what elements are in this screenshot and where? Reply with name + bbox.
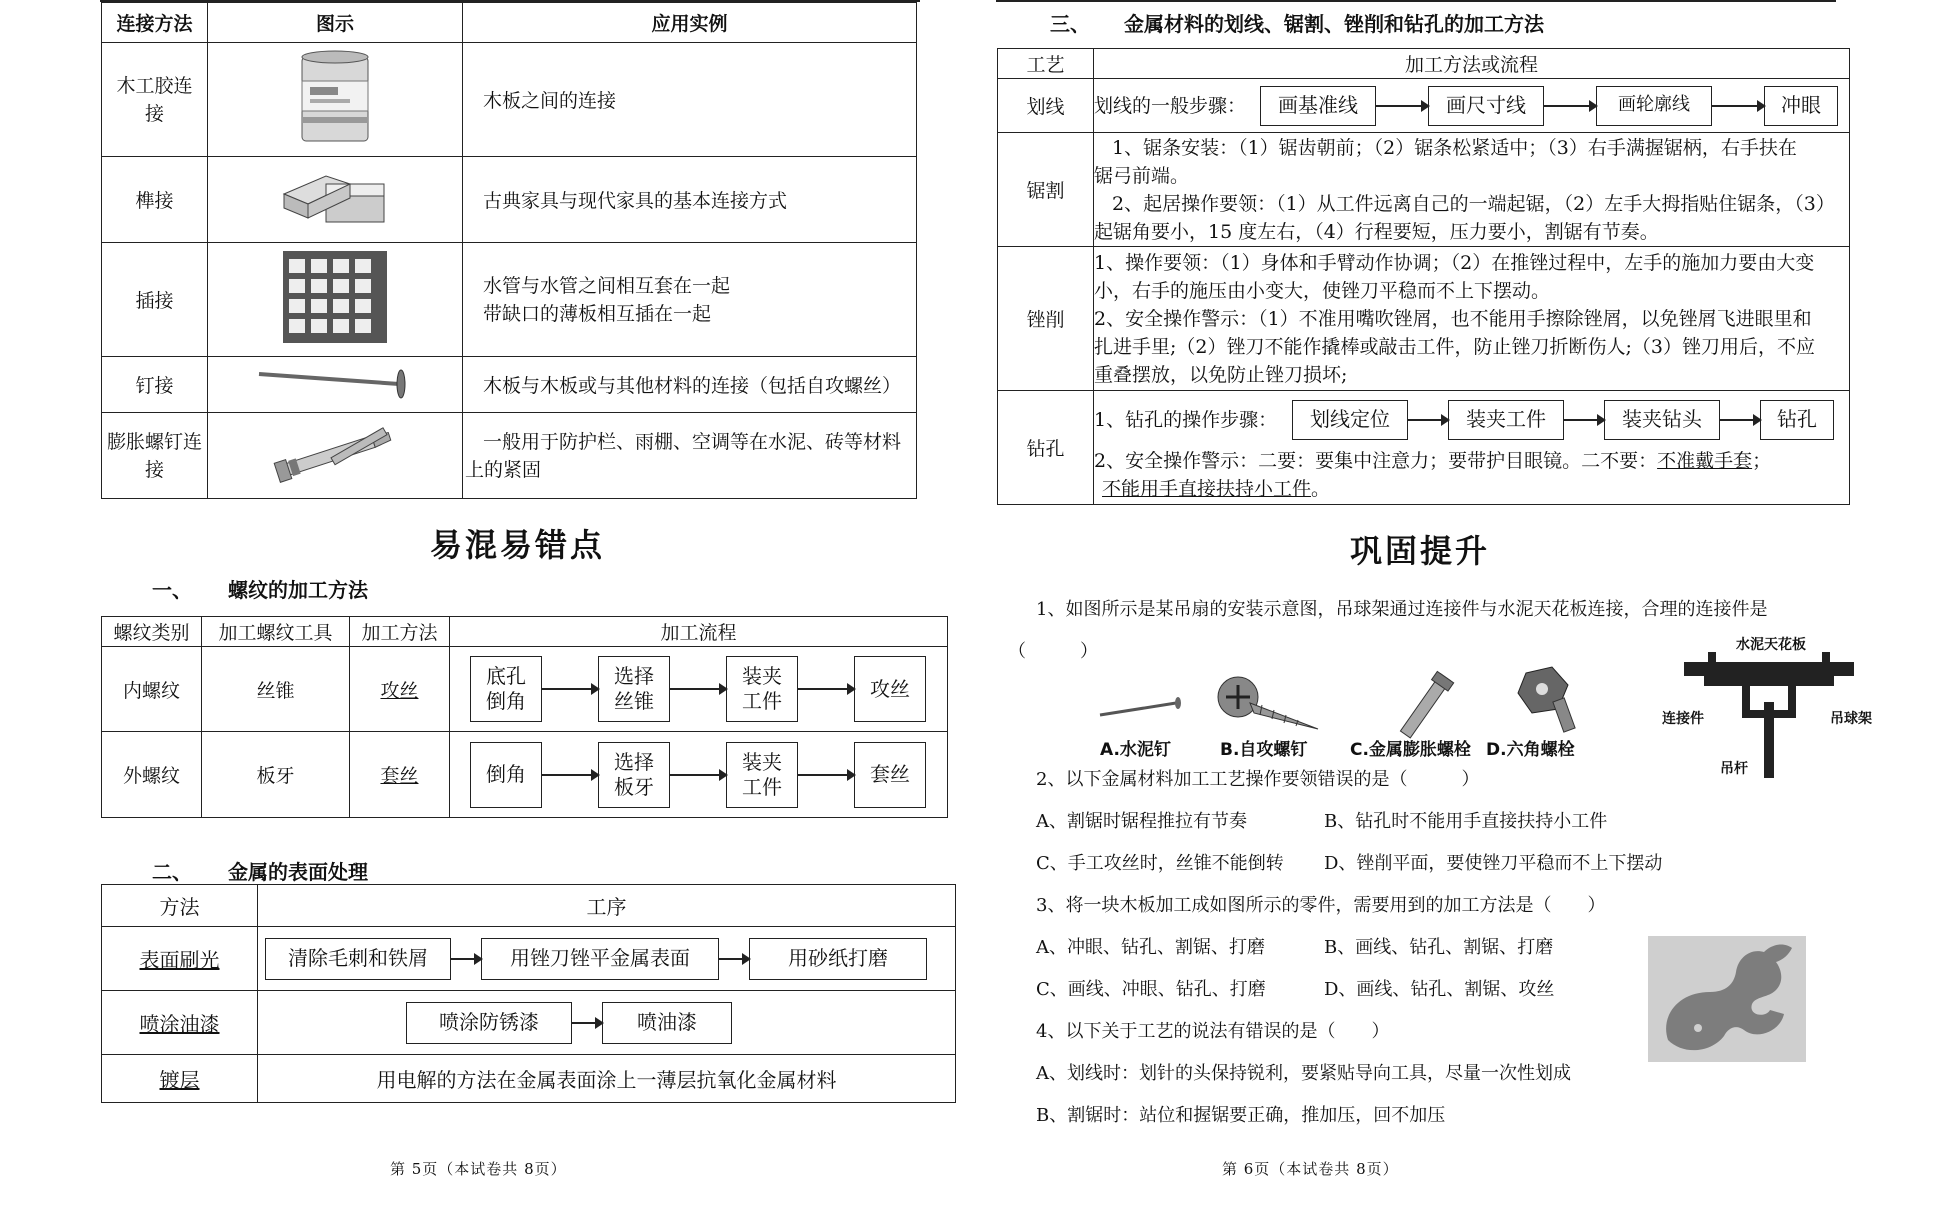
flow-step: 钻孔 [1760, 400, 1834, 440]
page-footer-right: 第 6页（本试卷共 8页） [1222, 1160, 1399, 1178]
arrow-icon [719, 958, 749, 960]
arrow-icon [1376, 105, 1428, 107]
craft-label-drilling: 钻孔 [998, 391, 1094, 505]
text-segment: ； [1752, 449, 1772, 472]
surface-method-cell: 喷涂油漆 [102, 991, 258, 1055]
table-row [102, 43, 917, 157]
text-segment: 2、安全操作警示：二要：要集中注意力；要带护目眼镜。二不要： [1094, 449, 1658, 472]
example-cell: 木板与木板或与其他材料的连接（包括自攻螺丝） [463, 357, 917, 413]
example-line: 水管与水管之间相互套在一起 [483, 274, 731, 297]
col-header-method: 连接方法 [102, 3, 208, 43]
top-rule-right [996, 0, 1836, 2]
connection-methods-table [101, 2, 917, 499]
arrow-icon [1408, 419, 1448, 421]
flow-step: 用砂纸打磨 [749, 938, 927, 980]
question-4-option-a: A、划线时：划针的头保持锐利，要紧贴导向工具，尽量一次性划成 [1036, 1063, 1571, 1084]
method-cell: 膨胀螺钉连接 [102, 413, 208, 499]
col-header-method: 方法 [102, 885, 258, 927]
image-cell [208, 413, 463, 499]
col-header-example: 应用实例 [463, 3, 917, 43]
table-row [998, 391, 1850, 505]
question-1-text: 1、如图所示是某吊扇的安装示意图，吊球架通过连接件与水泥天花板连接，合理的连接件是 [1036, 599, 1768, 620]
text-segment: 。 [1311, 477, 1331, 500]
surface-method-cell: 表面刷光 [102, 927, 258, 991]
drilling-intro: 1、钻孔的操作步骤： [1094, 408, 1278, 431]
table-row [102, 1055, 956, 1103]
thread-tool-cell: 丝锥 [202, 647, 350, 732]
flow-step: 冲眼 [1764, 86, 1838, 126]
expansion-bolt-icon [1386, 665, 1466, 745]
text-line: 起锯角要小，15 度左右，（4）行程要短，压力要小，割锯有节奏。 [1094, 220, 1659, 243]
col-header-craft: 工艺 [998, 49, 1094, 79]
question-2-option-d: D、锉削平面，要使锉刀平稳而不上下摆动 [1324, 853, 1663, 874]
question-3-option-d: D、画线、钻孔、割锯、攻丝 [1324, 979, 1555, 1000]
flow-step: 用锉刀锉平金属表面 [481, 938, 719, 980]
option-b-label: B.自攻螺钉 [1220, 740, 1308, 760]
question-2-text: 2、以下金属材料加工工艺操作要领错误的是（ ） [1036, 769, 1480, 790]
col-header-process: 工序 [258, 885, 956, 927]
thread-methods-table [101, 616, 948, 818]
sawing-text [1094, 133, 1850, 247]
example-cell: 木板之间的连接 [463, 43, 917, 157]
text-line: 1、操作要领：（1）身体和手臂动作协调；（2）在推锉过程中，左手的施加力要由大变 [1094, 251, 1815, 274]
nail-image [255, 362, 415, 402]
method-cell: 木工胶连接 [102, 43, 208, 157]
section-number: 一、 [152, 578, 192, 602]
surface-flow-cell [258, 927, 956, 991]
table-row [102, 243, 917, 357]
table-row [102, 413, 917, 499]
diagram-label-bracket: 吊球架 [1830, 711, 1872, 727]
text-line: 小，右手的施压由小变大，使锉刀平稳而不上下摆动。 [1094, 279, 1551, 302]
thread-type-cell: 内螺纹 [102, 647, 202, 732]
fan-mount-diagram [1656, 632, 1886, 780]
mortise-joint-image [280, 162, 390, 232]
flow-step: 画轮廓线 [1596, 86, 1712, 126]
col-header-thread-tool: 加工螺纹工具 [202, 617, 350, 647]
arrow-icon [798, 774, 854, 776]
flow-step: 装夹 工件 [726, 656, 798, 722]
section-title: 金属的表面处理 [228, 860, 368, 884]
arrow-icon [670, 774, 726, 776]
craft-label-sawing: 锯割 [998, 133, 1094, 247]
image-cell [208, 157, 463, 243]
flow-step: 清除毛刺和铁屑 [265, 938, 451, 980]
arrow-icon [1720, 419, 1760, 421]
col-header-method-flow: 加工方法或流程 [1094, 49, 1850, 79]
scribing-intro: 划线的一般步骤： [1094, 94, 1247, 117]
cement-nail-icon [1096, 695, 1186, 725]
option-c-label: C.金属膨胀螺栓 [1350, 740, 1471, 760]
example-line: 一般用于防护栏、雨棚、空调等在水泥、砖等材料 [483, 430, 902, 453]
arrow-icon [1564, 419, 1604, 421]
text-line: 重叠摆放，以免防止锉刀损坏; [1094, 363, 1348, 386]
diagram-label-connector: 连接件 [1662, 711, 1704, 727]
drilling-safety [1094, 447, 1849, 475]
surface-flow-cell [258, 991, 956, 1055]
thread-flow-cell [450, 647, 948, 732]
question-2-option-a: A、割锯时锯程推拉有节奏 [1036, 811, 1247, 832]
arrow-icon [451, 958, 481, 960]
arrow-icon [1544, 105, 1596, 107]
arrow-icon [1712, 105, 1764, 107]
example-cell: 古典家具与现代家具的基本连接方式 [463, 157, 917, 243]
text-underlined: 不准戴手套 [1657, 449, 1753, 472]
section-title: 金属材料的划线、锯割、锉削和钻孔的加工方法 [1124, 12, 1544, 36]
flow-step: 划线定位 [1292, 400, 1408, 440]
image-cell [208, 357, 463, 413]
flow-step: 选择 丝锥 [598, 656, 670, 722]
thread-flow-cell [450, 732, 948, 818]
drilling-cell [1094, 391, 1850, 505]
thread-type-cell: 外螺纹 [102, 732, 202, 818]
question-4-text: 4、以下关于工艺的说法有错误的是（ ） [1036, 1021, 1390, 1042]
table-row [998, 79, 1850, 133]
arrow-icon [670, 688, 726, 690]
thread-method-cell: 套丝 [350, 732, 450, 818]
question-2-option-c: C、手工攻丝时，丝锥不能倒转 [1036, 853, 1284, 874]
table-row [102, 157, 917, 243]
flow-step: 装夹钻头 [1604, 400, 1720, 440]
fan-mount-drawing [1684, 652, 1854, 778]
arrow-icon [542, 774, 598, 776]
flow-step: 喷油漆 [602, 1002, 732, 1044]
question-1-options-figure [1086, 665, 1606, 775]
table-row [102, 991, 956, 1055]
flow-step: 攻丝 [854, 656, 926, 722]
self-tapping-screw-icon [1214, 673, 1324, 737]
table-row [998, 133, 1850, 247]
text-line: 2、起居操作要领：（1）从工件远离自己的一端起锯，（2）左手大拇指贴住锯条，（3） [1112, 192, 1835, 215]
text-line: 1、锯条安装：（1）锯齿朝前；（2）锯条松紧适中；（3）右手满握锯柄，右手扶在 [1112, 136, 1797, 159]
section-heading-metal-process [1050, 8, 1544, 37]
question-3-option-a: A、冲眼、钻孔、割锯、打磨 [1036, 937, 1265, 958]
method-cell: 插接 [102, 243, 208, 357]
section-number: 三、 [1050, 12, 1090, 36]
diagram-label-rod: 吊杆 [1720, 761, 1748, 777]
surface-method-cell: 镀层 [102, 1055, 258, 1103]
flow-step: 装夹工件 [1448, 400, 1564, 440]
wood-part-image [1648, 936, 1806, 1062]
table-row [102, 357, 917, 413]
flow-step: 装夹 工件 [726, 742, 798, 808]
arrow-icon [798, 688, 854, 690]
method-cell: 钉接 [102, 357, 208, 413]
filing-text [1094, 247, 1850, 391]
text-line: 2、安全操作警示：（1）不准用嘴吹锉屑，也不能用手擦除锉屑，以免锉屑飞进眼里和 [1094, 307, 1812, 330]
expansion-bolt-image [270, 418, 400, 488]
col-header-thread-flow: 加工流程 [450, 617, 948, 647]
flow-step: 选择 板牙 [598, 742, 670, 808]
arrow-icon [542, 688, 598, 690]
table-row [102, 927, 956, 991]
hex-bolt-icon [1506, 665, 1586, 735]
image-cell [208, 243, 463, 357]
col-header-image: 图示 [208, 3, 463, 43]
option-a-label: A.水泥钉 [1100, 740, 1171, 760]
example-line: 上的紧固 [465, 458, 542, 481]
text-underlined: 不能用手直接扶持小工件 [1102, 477, 1312, 500]
surface-process-text: 用电解的方法在金属表面涂上一薄层抗氧化金属材料 [258, 1055, 956, 1103]
col-header-thread-type: 螺纹类别 [102, 617, 202, 647]
glue-bucket-image [290, 47, 380, 147]
table-row [998, 247, 1850, 391]
diagram-label-ceiling: 水泥天花板 [1736, 637, 1806, 653]
thread-method-cell: 攻丝 [350, 647, 450, 732]
question-3-text: 3、将一块木板加工成如图所示的零件，需要用到的加工方法是（ ） [1036, 895, 1606, 916]
flow-step: 倒角 [470, 742, 542, 808]
col-header-thread-method: 加工方法 [350, 617, 450, 647]
craft-label-filing: 锉削 [998, 247, 1094, 391]
flow-step: 套丝 [854, 742, 926, 808]
section-heading-surface [152, 856, 368, 885]
thread-tool-cell: 板牙 [202, 732, 350, 818]
flow-step: 底孔 倒角 [470, 656, 542, 722]
scribing-flow-cell [1094, 79, 1850, 133]
example-cell [463, 413, 917, 499]
option-d-label: D.六角螺栓 [1486, 740, 1575, 760]
table-row [102, 647, 948, 732]
surface-treatment-table [101, 884, 956, 1103]
arrow-icon [572, 1022, 602, 1024]
craft-label-scribing: 划线 [998, 79, 1094, 133]
section-number: 二、 [152, 860, 192, 884]
example-line: 带缺口的薄板相互插在一起 [483, 302, 712, 325]
metal-process-table [997, 48, 1850, 505]
drilling-safety-2 [1094, 475, 1849, 503]
text-line: 扎进手里;（2）锉刀不能作撬棒或敲击工件，防止锉刀折断伤人;（3）锉刀用后，不应 [1094, 335, 1815, 358]
question-1-paren: （ ） [1008, 641, 1098, 662]
section-title: 螺纹的加工方法 [228, 578, 368, 602]
question-3-option-b: B、画线、钻孔、割锯、打磨 [1324, 937, 1554, 958]
text-line: 锯弓前端。 [1094, 164, 1190, 187]
section-heading-thread [152, 574, 368, 603]
flow-step: 喷涂防锈漆 [406, 1002, 572, 1044]
method-cell: 榫接 [102, 157, 208, 243]
example-cell [463, 243, 917, 357]
section-title-confusing-points: 易混易错点 [430, 526, 606, 564]
section-title-consolidation: 巩固提升 [1350, 532, 1491, 570]
table-row [102, 732, 948, 818]
flow-step: 画尺寸线 [1428, 86, 1544, 126]
question-4-option-b: B、割锯时：站位和握锯要正确，推加压，回不加压 [1036, 1105, 1446, 1126]
image-cell [208, 43, 463, 157]
question-3-option-c: C、画线、冲眼、钻孔、打磨 [1036, 979, 1266, 1000]
grid-insert-image [283, 251, 387, 343]
flow-step: 画基准线 [1260, 86, 1376, 126]
question-2-option-b: B、钻孔时不能用手直接扶持小工件 [1324, 811, 1608, 832]
page-footer-left: 第 5页（本试卷共 8页） [390, 1160, 567, 1178]
